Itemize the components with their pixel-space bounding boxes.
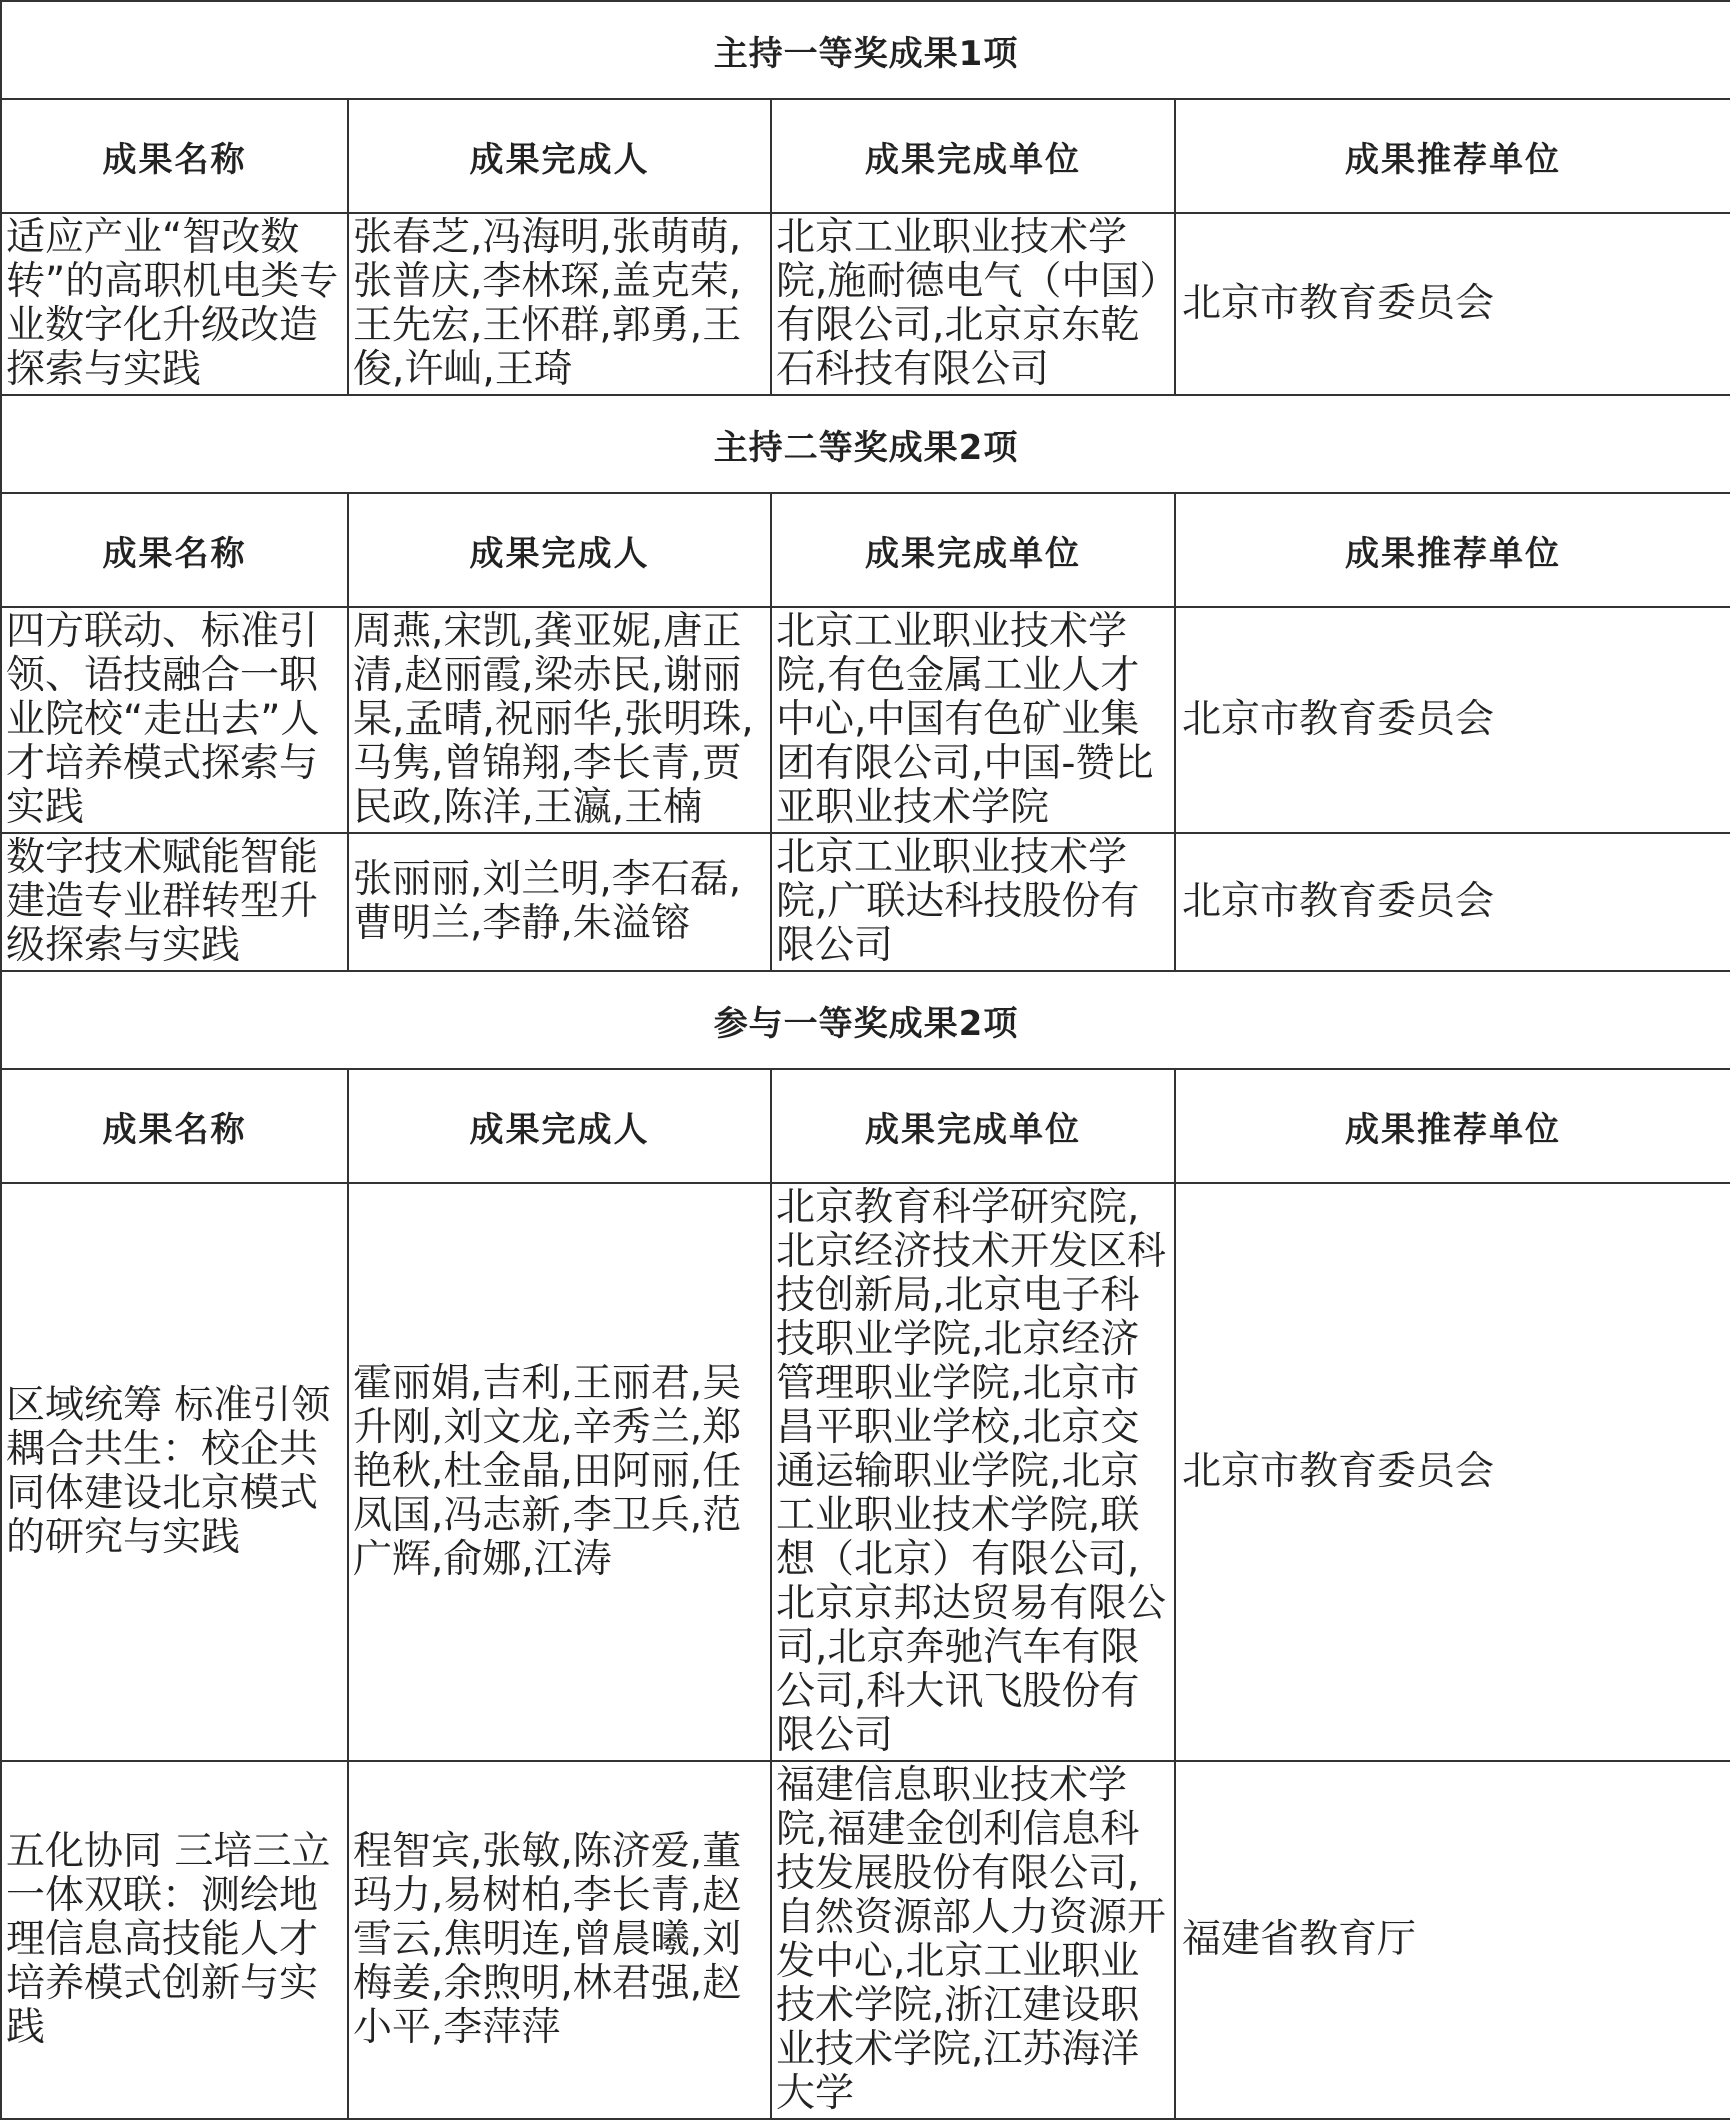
achievement-units: 北京工业职业技术学院,有色金属工业人才中心,中国有色矿业集团有限公司,中国-赞比亚职业技术学院 <box>771 607 1175 833</box>
achievement-name: 四方联动、标准引领、语技融合一职业院校“走出去”人才培养模式探索与实践 <box>1 607 348 833</box>
column-header-row <box>1 493 1730 607</box>
achievement-name: 数字技术赋能智能建造专业群转型升级探索与实践 <box>1 833 348 971</box>
header-name: 成果名称 <box>1 1069 348 1183</box>
achievement-recommender: 北京市教育委员会 <box>1175 833 1730 971</box>
section-title-row <box>1 1 1730 99</box>
achievement-name: 适应产业“智改数转”的高职机电类专业数字化升级改造探索与实践 <box>1 213 348 395</box>
section-title-row <box>1 395 1730 493</box>
table-row <box>1 213 1730 395</box>
achievement-people: 张春芝,冯海明,张萌萌,张普庆,李林琛,盖克荣,王先宏,王怀群,郭勇,王俊,许屾,王琦 <box>348 213 771 395</box>
achievement-people: 张丽丽,刘兰明,李石磊,曹明兰,李静,朱溢镕 <box>348 833 771 971</box>
achievement-name: 五化协同 三培三立一体双联：测绘地理信息高技能人才培养模式创新与实践 <box>1 1761 348 2119</box>
header-units: 成果完成单位 <box>771 493 1175 607</box>
achievement-units: 北京工业职业技术学院,施耐德电气（中国）有限公司,北京京东乾石科技有限公司 <box>771 213 1175 395</box>
table-row <box>1 607 1730 833</box>
table-row <box>1 833 1730 971</box>
header-recommender: 成果推荐单位 <box>1175 1069 1730 1183</box>
header-people: 成果完成人 <box>348 99 771 213</box>
achievement-recommender: 北京市教育委员会 <box>1175 607 1730 833</box>
column-header-row <box>1 1069 1730 1183</box>
header-people: 成果完成人 <box>348 1069 771 1183</box>
achievement-recommender: 北京市教育委员会 <box>1175 213 1730 395</box>
header-units: 成果完成单位 <box>771 1069 1175 1183</box>
section-title: 主持一等奖成果1项 <box>1 1 1730 99</box>
achievement-people: 霍丽娟,吉利,王丽君,吴升刚,刘文龙,辛秀兰,郑艳秋,杜金晶,田阿丽,任凤国,冯志新,李卫兵,范广辉,俞娜,江涛 <box>348 1183 771 1761</box>
achievement-people: 周燕,宋凯,龚亚妮,唐正清,赵丽霞,梁赤民,谢丽杲,孟晴,祝丽华,张明珠,马隽,曾锦翔,李长青,贾民政,陈洋,王瀛,王楠 <box>348 607 771 833</box>
achievement-recommender: 福建省教育厅 <box>1175 1761 1730 2119</box>
table-row <box>1 1183 1730 1761</box>
header-name: 成果名称 <box>1 99 348 213</box>
column-header-row <box>1 99 1730 213</box>
header-units: 成果完成单位 <box>771 99 1175 213</box>
achievement-units: 北京工业职业技术学院,广联达科技股份有限公司 <box>771 833 1175 971</box>
header-recommender: 成果推荐单位 <box>1175 99 1730 213</box>
achievement-recommender: 北京市教育委员会 <box>1175 1183 1730 1761</box>
achievement-units: 福建信息职业技术学院,福建金创利信息科技发展股份有限公司,自然资源部人力资源开发中心,北京工业职业技术学院,浙江建设职业技术学院,江苏海洋大学 <box>771 1761 1175 2119</box>
header-people: 成果完成人 <box>348 493 771 607</box>
achievement-name: 区域统筹 标准引领 耦合共生：校企共同体建设北京模式的研究与实践 <box>1 1183 348 1761</box>
header-recommender: 成果推荐单位 <box>1175 493 1730 607</box>
section-title-row <box>1 971 1730 1069</box>
section-title: 主持二等奖成果2项 <box>1 395 1730 493</box>
table-row <box>1 1761 1730 2119</box>
achievement-units: 北京教育科学研究院,北京经济技术开发区科技创新局,北京电子科技职业学院,北京经济管理职业学院,北京市昌平职业学校,北京交通运输职业学院,北京工业职业技术学院,联想（北京）有限公司,北京京邦达贸易有限公司,北京奔驰汽车有限公司,科大讯飞股份有限公司 <box>771 1183 1175 1761</box>
achievement-people: 程智宾,张敏,陈济爱,董玛力,易树柏,李长青,赵雪云,焦明连,曾晨曦,刘梅姜,余煦明,林君强,赵小平,李萍萍 <box>348 1761 771 2119</box>
header-name: 成果名称 <box>1 493 348 607</box>
section-title: 参与一等奖成果2项 <box>1 971 1730 1069</box>
